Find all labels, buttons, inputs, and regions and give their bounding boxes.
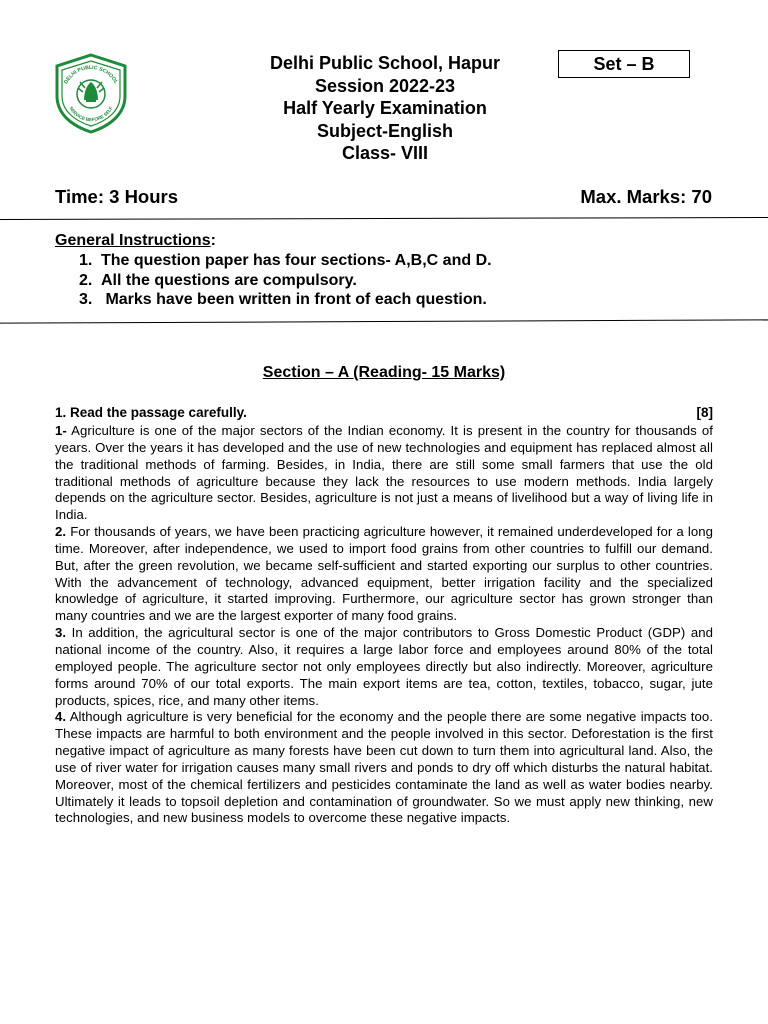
exam-header [210,52,560,165]
school-name: Delhi Public School, Hapur [269,53,501,73]
question-marks: [8] [696,405,713,420]
passage-paragraph: 4. Although agriculture is very beneficial for the economy and the people there are some negative impacts too. These impacts are harmful to both environment and the people involved in this sector. Deforestation is the first negative impact of agriculture as many forests have been cut down to turn them into agricultural land. Also, the use of river water for irrigation causes many small rivers and ponds to dry off which disturbs the natural habitat. Moreover, most of the chemical fertilizers and pesticides contaminate the land as well as water bodies nearby. Ultimately it leads to topsoil depletion and contamination of groundwater. So we must apply new thinking, new technologies, and new business models to overcome these negative impacts. [55,709,713,826]
school-crest-icon [50,52,132,134]
question-row [55,405,713,420]
instruction-item: 1. The question paper has four sections- A,B,C and D. [79,252,492,269]
crest-bottom-text: SERVICE BEFORE SELF [68,105,114,123]
reading-passage [55,423,713,827]
passage-paragraph: 2. For thousands of years, we have been practicing agriculture however, it remained underdeveloped for a long time. Moreover, after independence, we used to import food grains from other countries to fulfill our demand. But, after the green revolution, we became self-sufficient and started exporting our surplus to other countries. With the advancement of technology, advanced equipment, better irrigation facility and the specialized knowledge of agriculture, it started improving. Furthermore, our agriculture sector has grown stronger than many countries and we are the largest exporter of many food grains. [55,524,713,624]
instructions-title: General Instructions: [55,232,216,249]
instruction-item: 2. All the questions are compulsory. [79,271,357,289]
instructions-list [55,251,715,310]
passage-paragraph: 3. In addition, the agricultural sector is one of the major contributors to Gross Domestic Product (GDP) and national income of the country. Also, it requires a large labor force and employees around 80% of the total employed people. The agriculture sector not only employees directly but also indirectly. Moreover, agriculture forms around 70% of our total exports. The main export items are tea, cotton, textiles, tobacco, sugar, jute products, spices, rice, and many other items. [55,625,713,708]
passage-paragraph: 1- Agriculture is one of the major sectors of the Indian economy. It is present in the country for thousands of years. Over the years it has developed and the use of new technologies and equipment has replaced almost all the traditional methods of farming. Besides, in India, there are still some small farmers that use the old traditional methods of agriculture because they lack the resources to use modern methods. India largely depends on the agriculture sector. Besides, agriculture is not just a means of livelihood but a way of living life in India. [55,423,713,523]
class-label: Class- VIII [341,143,429,163]
max-marks: Max. Marks: 70 [580,186,712,207]
session: Session 2022-23 [314,75,456,96]
instruction-item: 3. Marks have been written in front of each question. [79,291,487,308]
question-label: 1. Read the passage carefully. [55,405,247,420]
divider-bottom [0,319,768,323]
general-instructions [55,231,715,310]
section-title: Section – A (Reading- 15 Marks) [262,364,506,381]
divider-top [0,217,768,220]
exam-name: Half Yearly Examination [283,98,487,118]
exam-time: Time: 3 Hours [55,186,179,207]
subject: Subject-English [316,120,453,141]
exam-meta-row [55,186,712,208]
set-badge: Set – B [558,50,690,78]
crest-top-text: DELHI PUBLIC SCHOOL [63,64,119,86]
